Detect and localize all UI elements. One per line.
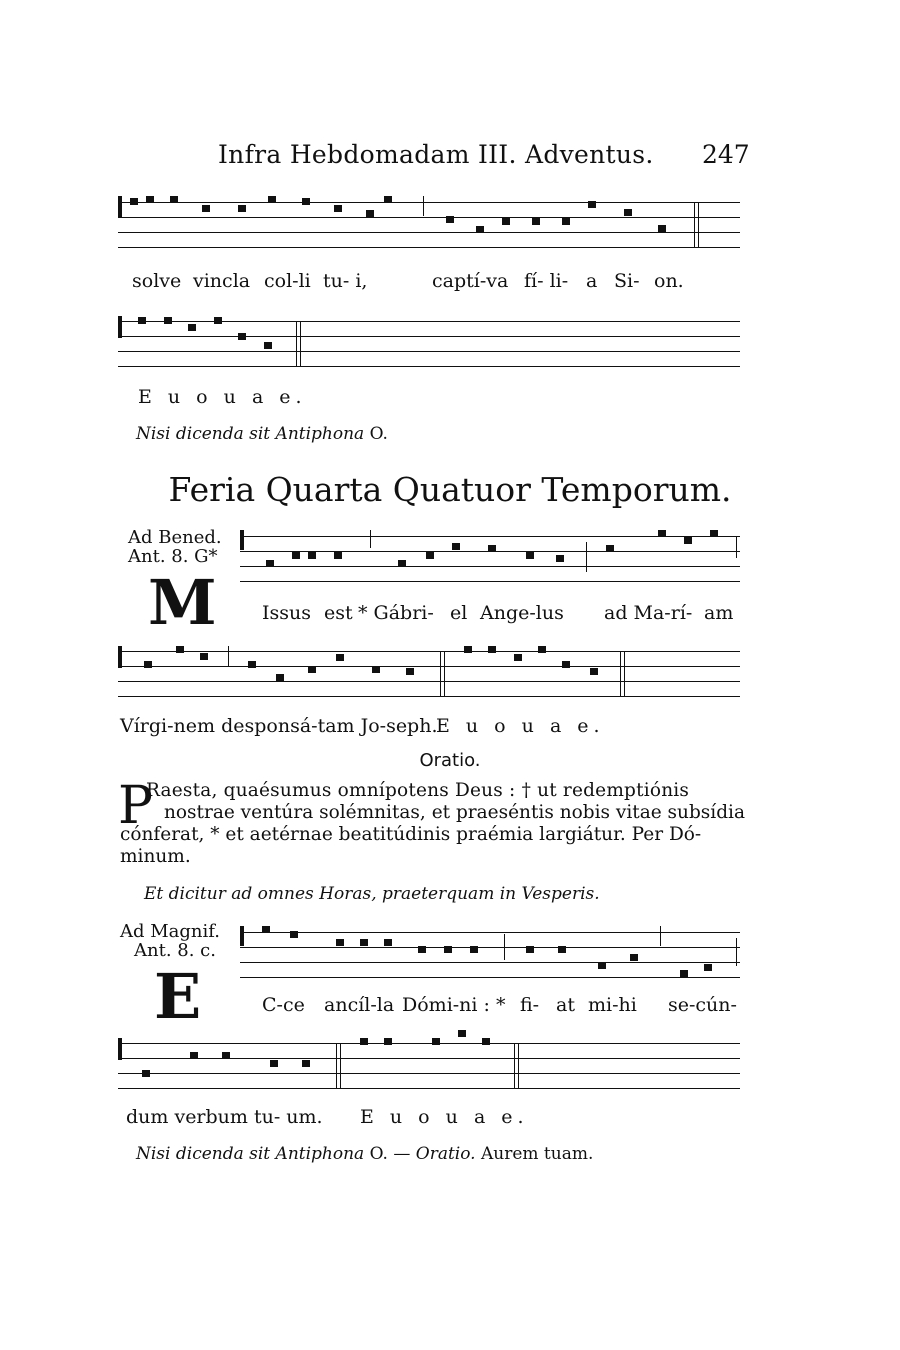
drop-initial: P bbox=[118, 776, 153, 836]
prayer-line: cónferat, * et aetérnae beatitúdinis praémia largiátur. Per Dó- bbox=[120, 824, 702, 845]
lyric: tu- i, bbox=[323, 270, 368, 292]
lyric: Ange-lus bbox=[480, 602, 564, 624]
lyric: * Gábri- bbox=[358, 602, 434, 624]
rubric-tail: O. bbox=[369, 424, 388, 444]
lyric: Dómi-ni : * bbox=[402, 994, 506, 1016]
rubric-text: Nisi dicenda sit Antiphona bbox=[136, 424, 365, 444]
rubric-end: Aurem tuam. bbox=[480, 1144, 594, 1164]
lyric: fí- li- bbox=[524, 270, 569, 292]
music-staff-4 bbox=[118, 646, 740, 706]
antiphon-label-line: Ad Magnif. bbox=[120, 921, 221, 942]
lyric: mi-hi bbox=[588, 994, 637, 1016]
music-staff-1 bbox=[118, 196, 740, 256]
antiphon-label-line: Ant. 8. c. bbox=[134, 940, 216, 961]
lyric: col-li bbox=[264, 270, 311, 292]
euouae: E u o u a e. bbox=[360, 1106, 529, 1128]
antiphon-label-line: Ad Bened. bbox=[128, 527, 222, 548]
lyric-line: Vírgi-nem desponsá-tam Jo-seph. bbox=[120, 715, 438, 737]
music-staff-6 bbox=[118, 1038, 740, 1098]
rubric bbox=[136, 1144, 593, 1164]
lyric-line: dum verbum tu- um. bbox=[126, 1106, 323, 1128]
lyric: a bbox=[586, 270, 598, 292]
lyric: est bbox=[324, 602, 353, 624]
lyric: am bbox=[704, 602, 734, 624]
lyric: captí-va bbox=[432, 270, 509, 292]
music-staff-3 bbox=[240, 530, 740, 590]
prayer-line: nostrae ventúra solémnitas, et praeséntis nobis vitae subsídia bbox=[164, 802, 745, 823]
lyric: el bbox=[450, 602, 468, 624]
page-number: 247 bbox=[702, 140, 750, 169]
euouae: E u o u a e. bbox=[138, 386, 307, 408]
lyric: vincla bbox=[193, 270, 251, 292]
lyric: fi- bbox=[520, 994, 540, 1016]
lyric: Issus bbox=[262, 602, 311, 624]
lyric: solve bbox=[132, 270, 182, 292]
lyric: C-ce bbox=[262, 994, 305, 1016]
lyric: at bbox=[556, 994, 575, 1016]
lyric: on. bbox=[654, 270, 684, 292]
lyric: ad Ma-rí- bbox=[604, 602, 693, 624]
antiphon-label bbox=[120, 922, 220, 960]
music-staff-2 bbox=[118, 316, 740, 376]
music-staff-5 bbox=[240, 926, 740, 986]
drop-initial: M bbox=[148, 566, 217, 639]
lyric: Si- bbox=[614, 270, 640, 292]
oratio-heading: Oratio. bbox=[419, 750, 481, 771]
rubric bbox=[136, 424, 388, 444]
rubric: Et dicitur ad omnes Horas, praeterquam in Vesperis. bbox=[144, 884, 600, 904]
rubric-tail: O. — bbox=[369, 1144, 411, 1164]
euouae: E u o u a e. bbox=[436, 715, 605, 737]
lyric: se-cún- bbox=[668, 994, 737, 1016]
drop-initial: E bbox=[154, 960, 202, 1033]
prayer-line: Raesta, quaésumus omnípotens Deus : † ut redemptiónis bbox=[146, 780, 690, 801]
section-title: Feria Quarta Quatuor Temporum. bbox=[168, 470, 732, 509]
lyric: ancíl-la bbox=[324, 994, 395, 1016]
rubric-text: Nisi dicenda sit Antiphona bbox=[136, 1144, 365, 1164]
prayer-line: minum. bbox=[120, 846, 191, 867]
antiphon-label-line: Ant. 8. G* bbox=[128, 546, 218, 567]
antiphon-label bbox=[128, 528, 222, 566]
page-title: Infra Hebdomadam III. Adventus. bbox=[218, 140, 654, 169]
rubric-oratio: Oratio. bbox=[415, 1144, 476, 1164]
